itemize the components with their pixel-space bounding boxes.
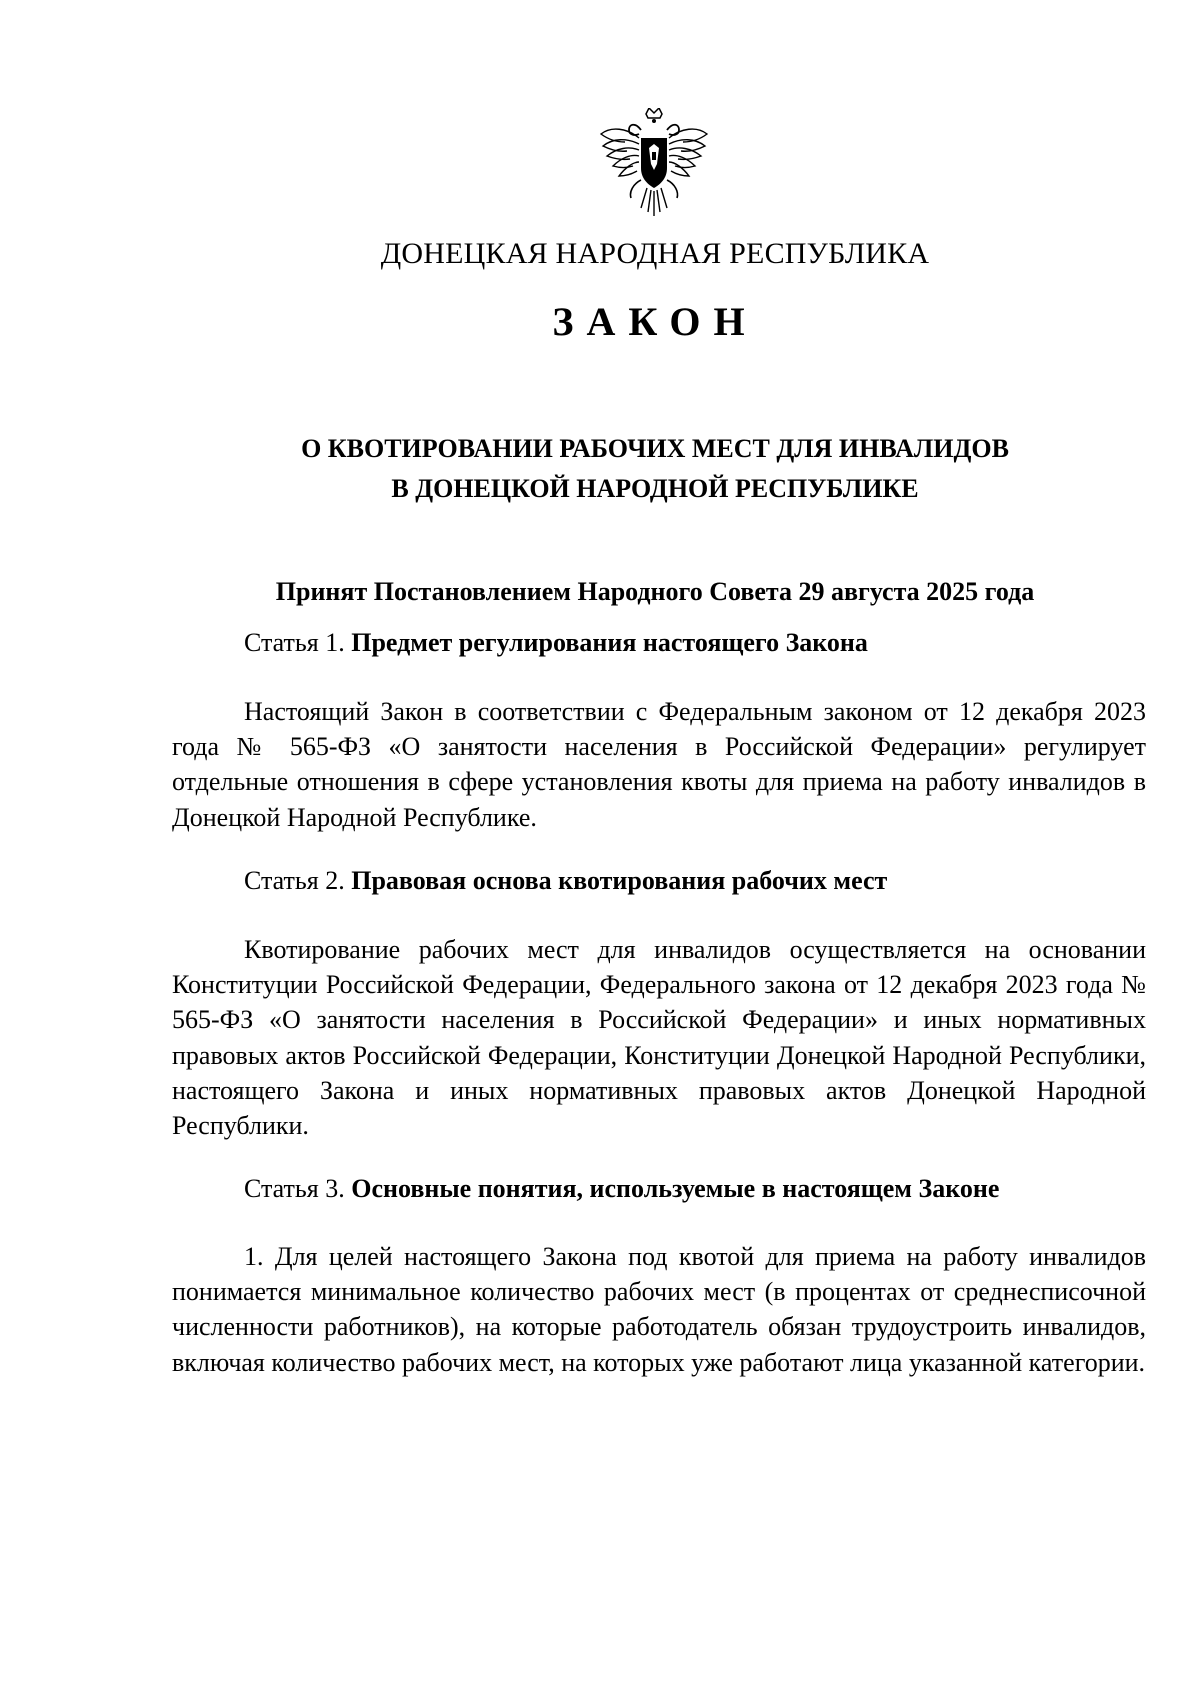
adoption-note: Принят Постановлением Народного Совета 29 августа 2025 года bbox=[275, 577, 1035, 606]
article-1-heading bbox=[244, 630, 868, 656]
article-3-label: Статья 3. bbox=[244, 1174, 345, 1203]
article-1-title: Предмет регулирования настоящего Закона bbox=[351, 628, 868, 657]
coat-of-arms-icon bbox=[599, 108, 709, 220]
law-title-line-1: О КВОТИРОВАНИИ РАБОЧИХ МЕСТ ДЛЯ ИНВАЛИДОВ bbox=[301, 434, 1009, 463]
article-2-heading bbox=[244, 868, 887, 894]
law-title-line-2: В ДОНЕЦКОЙ НАРОДНОЙ РЕСПУБЛИКЕ bbox=[391, 474, 919, 503]
article-3-heading bbox=[244, 1176, 999, 1202]
article-3-title: Основные понятия, используемые в настоящем Законе bbox=[351, 1174, 1000, 1203]
article-2-label: Статья 2. bbox=[244, 866, 345, 895]
law-title bbox=[0, 429, 1200, 509]
republic-name: ДОНЕЦКАЯ НАРОДНАЯ РЕСПУБЛИКА bbox=[380, 237, 930, 270]
article-1-text: Настоящий Закон в соответствии с Федеральным законом от 12 декабря 2023 года № 565-ФЗ «О занятости населения в Российской Федерации» регулирует отдельные отношения в сфере установления квоты для приема на работу инвалидов в Донецкой Народной Республике. bbox=[172, 697, 1146, 832]
article-2-title: Правовая основа квотирования рабочих мест bbox=[351, 866, 888, 895]
document-type: ЗАКОН bbox=[552, 299, 758, 344]
article-3-text: 1. Для целей настоящего Закона под квотой для приема на работу инвалидов понимается минимальное количество рабочих мест (в процентах от среднесписочной численности работников), на которые работодатель обязан трудоустроить инвалидов, включая количество рабочих мест, на которых уже работают лица указанной категории. bbox=[172, 1242, 1146, 1377]
article-2-text: Квотирование рабочих мест для инвалидов осуществляется на основании Конституции Российской Федерации, Федерального закона от 12 декабря 2023 года № 565-ФЗ «О занятости населения в Российской Федерации» и иных нормативных правовых актов Российской Федерации, Конституции Донецкой Народной Республики, настоящего Закона и иных нормативных правовых актов Донецкой Народной Республики. bbox=[172, 935, 1146, 1141]
article-1-label: Статья 1. bbox=[244, 628, 345, 657]
